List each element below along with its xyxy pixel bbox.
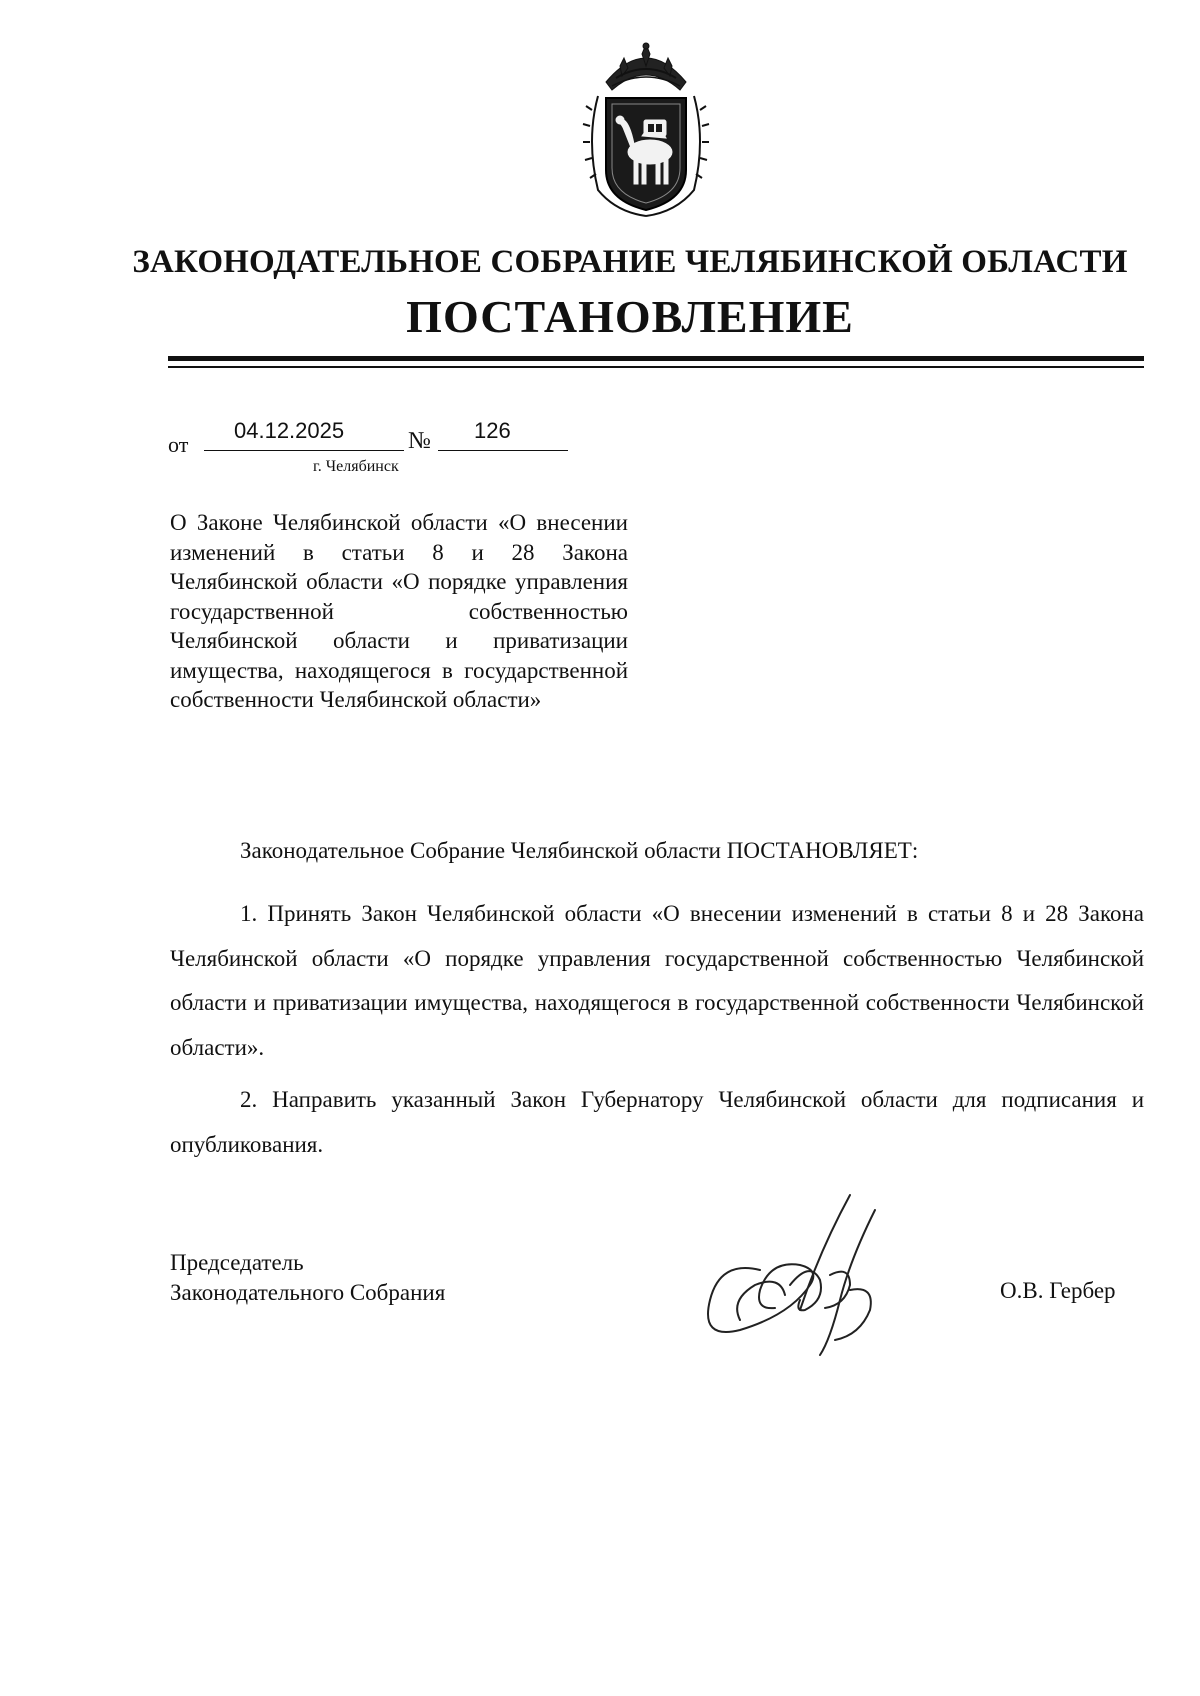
resolution-item-2: 2. Направить указанный Закон Губернатору Челябинской области для подписания и опубликования. [170, 1087, 1144, 1157]
chairman-position [170, 1248, 445, 1308]
header-rule-thick [168, 356, 1144, 361]
coat-of-arms-icon [576, 40, 716, 218]
number-label: № [408, 428, 431, 454]
from-label: от [168, 432, 189, 457]
document-number: 126 [474, 418, 511, 443]
position-line-2: Законодательного Собрания [170, 1280, 446, 1305]
document-type-title: ПОСТАНОВЛЕНИЕ [406, 291, 854, 342]
preamble: Законодательное Собрание Челябинской области ПОСТАНОВЛЯЕТ: [240, 838, 919, 863]
handwritten-signature-icon [700, 1190, 950, 1360]
city-label: г. Челябинск [313, 458, 399, 475]
organization-title: ЗАКОНОДАТЕЛЬНОЕ СОБРАНИЕ ЧЕЛЯБИНСКОЙ ОБЛАСТИ [132, 244, 1128, 280]
document-meta [168, 410, 588, 480]
position-line-1: Председатель [170, 1250, 304, 1275]
header-rule-thin [168, 366, 1144, 368]
document-date: 04.12.2025 [234, 418, 345, 443]
document-subject: О Законе Челябинской области «О внесении изменений в статьи 8 и 28 Закона Челябинской области «О порядке управления государственной собственностью Челябинской области и приватизации имущества, находящегося в государственной собственности Челябинской области» [170, 510, 628, 712]
number-underline [438, 450, 568, 451]
signer-name: О.В. Гербер [1000, 1278, 1116, 1303]
resolution-item-1: 1. Принять Закон Челябинской области «О внесении изменений в статьи 8 и 28 Закона Челябинской области «О порядке управления государственной собственностью Челябинской области и приватизации имущества, находящегося в государственной собственности Челябинской области». [170, 901, 1144, 1060]
resolution-items [170, 892, 1144, 1175]
date-underline [204, 450, 404, 451]
